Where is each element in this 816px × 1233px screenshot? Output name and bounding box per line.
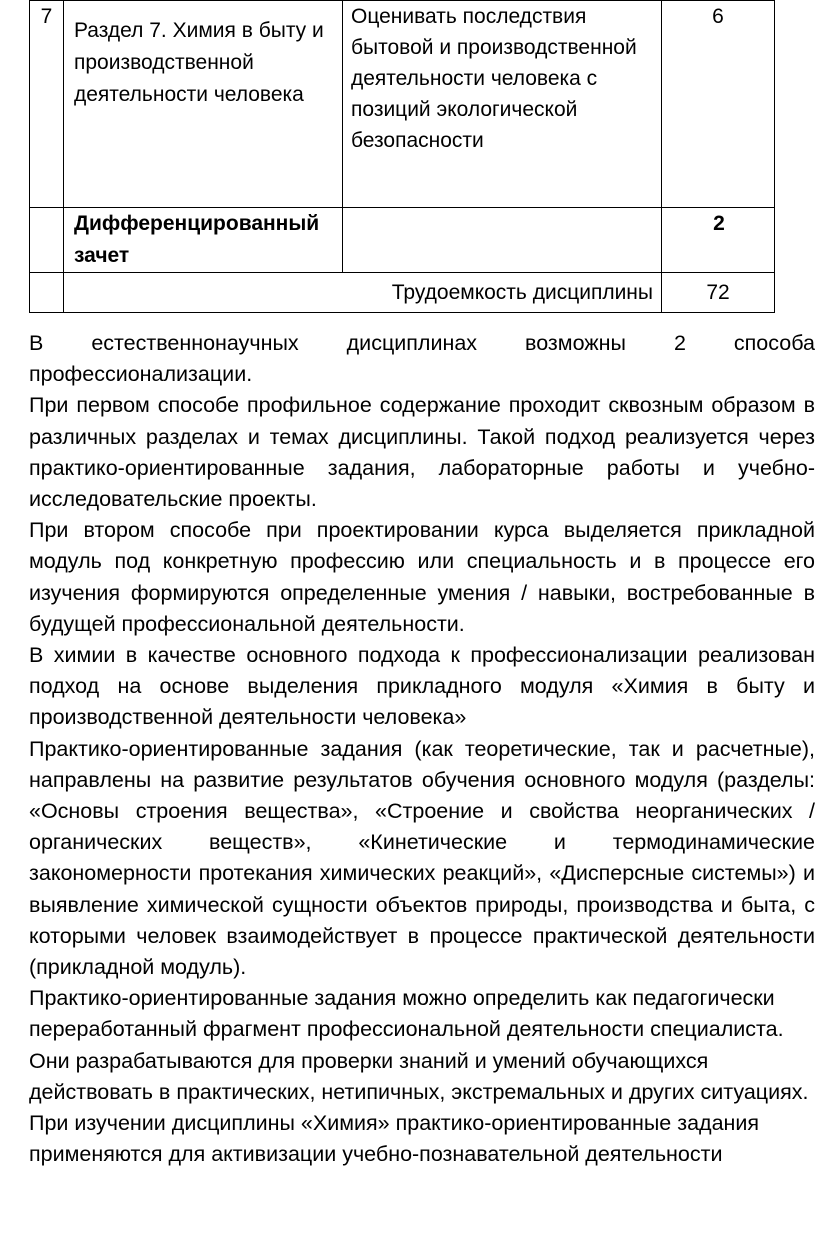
paragraph-4: В химии в качестве основного подхода к профессионализации реализован подход на основе выделения прикладного модуля «Химия в быту и производственной деятельности человека»	[29, 643, 815, 730]
table-row-section-7	[30, 1, 775, 208]
curriculum-table	[29, 0, 775, 313]
section-hours: 6	[662, 1, 775, 208]
paragraph-3: При втором способе при проектировании курса выделяется прикладной модуль под конкретную профессию или специальность и в процессе его изучения формируются определенные умения / навыки, востребованные в будущей профессиональной деятельности.	[29, 518, 815, 636]
exam-hours: 2	[662, 208, 775, 273]
section-title: Раздел 7. Химия в быту и производственной деятельности человека	[64, 1, 343, 208]
exam-goal	[343, 208, 662, 273]
total-hours: 72	[662, 273, 775, 313]
table-row-exam	[30, 208, 775, 273]
row-number: 7	[30, 1, 64, 208]
table-row-total	[30, 273, 775, 313]
total-label: Трудоемкость дисциплины	[64, 273, 662, 313]
paragraph-2: При первом способе профильное содержание проходит сквозным образом в различных разделах и темах дисциплины. Такой подход реализуется через практико-ориентированные задания, лабораторные работы и учебно-исследовательские проекты.	[29, 393, 815, 512]
paragraph-5: Практико-ориентированные задания (как теоретические, так и расчетные), направлены на развитие результатов обучения основного модуля (разделы: «Основы строения вещества», «Строение и свойства неорганических / органических веществ», «Кинетические и термодинамические закономерности протекания химических реакций», «Дисперсные системы») и выявление химической сущности объектов природы, производства и быта, с которыми человек взаимодействует в процессе практической деятельности (прикладной модуль).	[29, 736, 815, 980]
body-text	[29, 328, 815, 1170]
paragraph-1: В естественнонаучных дисциплинах возможны 2 способа профессионализации.	[29, 331, 815, 387]
total-empty-cell	[30, 273, 64, 313]
exam-number	[30, 208, 64, 273]
paragraph-6: Практико-ориентированные задания можно определить как педагогически переработанный фрагмент профессиональной деятельности специалиста. Они разрабатываются для проверки знаний и умений обучающихся действовать в практических, нетипичных, экстремальных и других ситуациях. При изучении дисциплины «Химия» практико-ориентированные задания применяются для активизации учебно-познавательной деятельности	[29, 986, 809, 1167]
exam-title: Дифференцированный зачет	[64, 208, 343, 273]
section-goal: Оценивать последствия бытовой и производственной деятельности человека с позиций экологической безопасности	[343, 1, 662, 208]
